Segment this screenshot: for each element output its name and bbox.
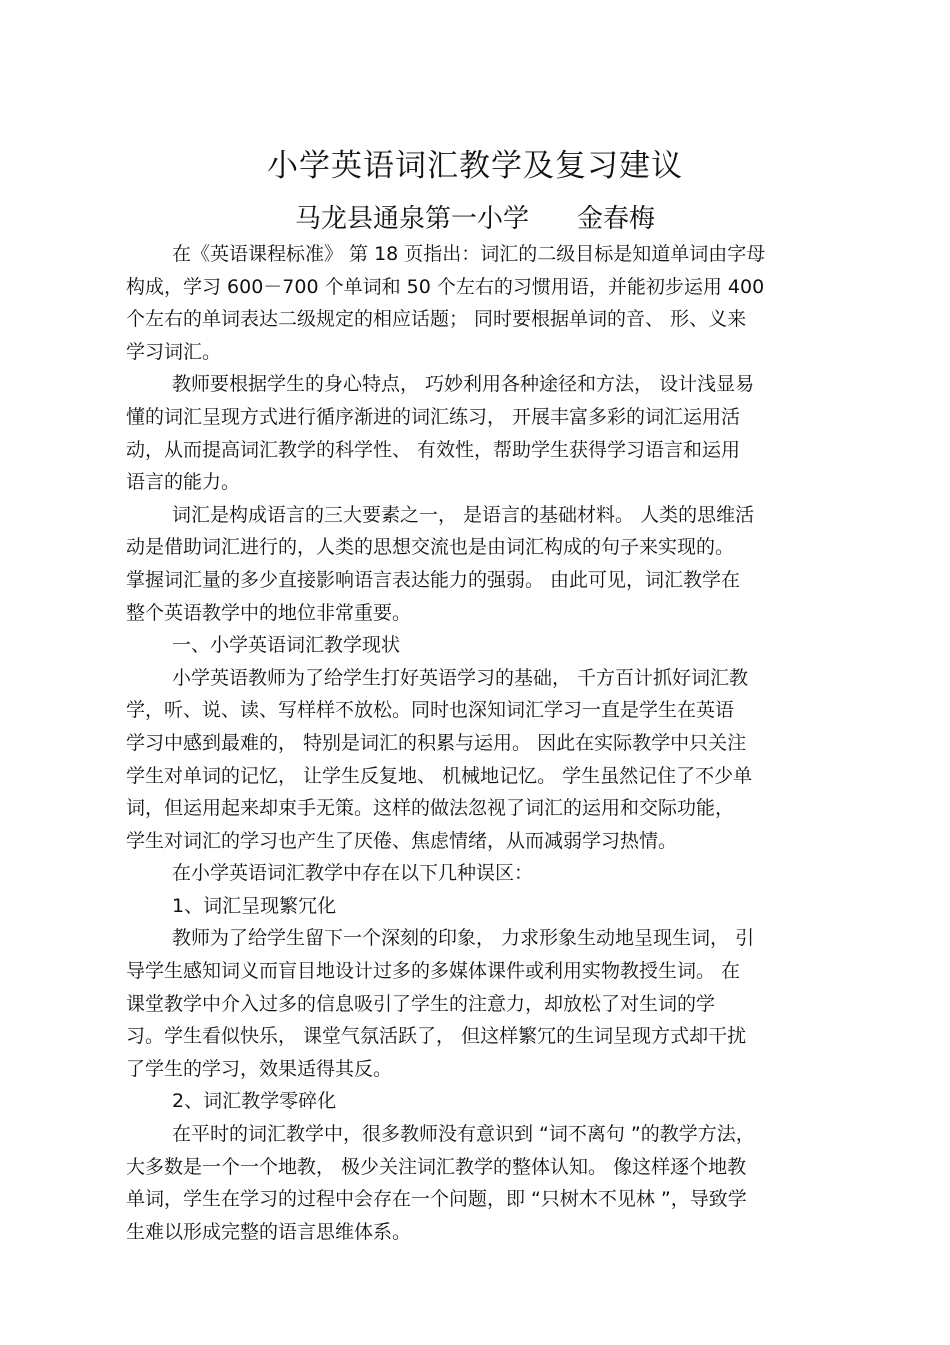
text-line: 动是借助词汇进行的，人类的思想交流也是由词汇构成的句子来实现的。 xyxy=(126,536,735,559)
text-line: 了学生的学习，效果适得其反。 xyxy=(126,1057,393,1080)
author-line xyxy=(0,198,950,235)
text-line: 动，从而提高词汇教学的科学性、 有效性，帮助学生获得学习语言和运用 xyxy=(126,438,741,461)
text-line: 词汇是构成语言的三大要素之一， 是语言的基础材料。 人类的思维活 xyxy=(172,503,755,526)
text-line: 单词，学生在学习的过程中会存在一个问题，即 “只树木不见林 ”，导致学 xyxy=(126,1188,747,1211)
text-line: 学生对词汇的学习也产生了厌倦、焦虑情绪，从而减弱学习热情。 xyxy=(126,829,678,852)
text-line: 懂的词汇呈现方式进行循序渐进的词汇练习， 开展丰富多彩的词汇运用活 xyxy=(126,405,741,428)
text-line: 小学英语教师为了给学生打好英语学习的基础， 千方百计抓好词汇教 xyxy=(172,666,749,689)
text-line: 整个英语教学中的地位非常重要。 xyxy=(126,601,412,624)
section-heading: 一、小学英语词汇教学现状 xyxy=(172,634,401,657)
author-school: 马龙县通泉第一小学 xyxy=(294,204,529,234)
subsection-heading: 2、词汇教学零碎化 xyxy=(172,1090,337,1113)
text-line: 语言的能力。 xyxy=(126,471,241,494)
text-line: 学，听、说、读、写样样不放松。同时也深知词汇学习一直是学生在英语 xyxy=(126,699,735,722)
text-line: 个左右的单词表达二级规定的相应话题； 同时要根据单词的音、 形、义来 xyxy=(126,308,747,331)
text-line: 在小学英语词汇教学中存在以下几种误区： xyxy=(172,862,534,885)
author-name: 金春梅 xyxy=(577,204,656,234)
text-line: 教师为了给学生留下一个深刻的印象， 力求形象生动地呈现生词， 引 xyxy=(172,927,755,950)
text-line: 学习中感到最难的， 特别是词汇的积累与运用。 因此在实际教学中只关注 xyxy=(126,731,747,754)
text-line: 生难以形成完整的语言思维体系。 xyxy=(126,1220,412,1243)
text-line: 在平时的词汇教学中，很多教师没有意识到 “词不离句 ”的教学方法， xyxy=(172,1123,755,1146)
text-line: 教师要根据学生的身心特点， 巧妙利用各种途径和方法， 设计浅显易 xyxy=(172,373,755,396)
text-line: 大多数是一个一个地教， 极少关注词汇教学的整体认知。 像这样逐个地教 xyxy=(126,1155,747,1178)
text-line: 构成，学习 600－700 个单词和 50 个左右的习惯用语，并能初步运用 400 xyxy=(126,275,765,298)
text-line: 掌握词汇量的多少直接影响语言表达能力的强弱。 由此可见，词汇教学在 xyxy=(126,568,741,591)
text-line: 课堂教学中介入过多的信息吸引了学生的注意力，却放松了对生词的学 xyxy=(126,992,716,1015)
text-line: 导学生感知词义而盲目地设计过多的多媒体课件或利用实物教授生词。 在 xyxy=(126,960,741,983)
text-line: 学生对单词的记忆， 让学生反复地、 机械地记忆。 学生虽然记住了不少单 xyxy=(126,764,753,787)
text-line: 学习词汇。 xyxy=(126,340,222,363)
subsection-heading: 1、词汇呈现繁冗化 xyxy=(172,894,337,917)
text-line: 词，但运用起来却束手无策。这样的做法忽视了词汇的运用和交际功能， xyxy=(126,797,735,820)
text-line: 在《英语课程标准》 第 18 页指出：词汇的二级目标是知道单词由字母 xyxy=(172,243,766,265)
text-line: 习。学生看似快乐， 课堂气氛活跃了， 但这样繁冗的生词呈现方式却干扰 xyxy=(126,1025,747,1048)
document-body xyxy=(126,238,832,1248)
document-title: 小学英语词汇教学及复习建议 xyxy=(267,148,683,184)
